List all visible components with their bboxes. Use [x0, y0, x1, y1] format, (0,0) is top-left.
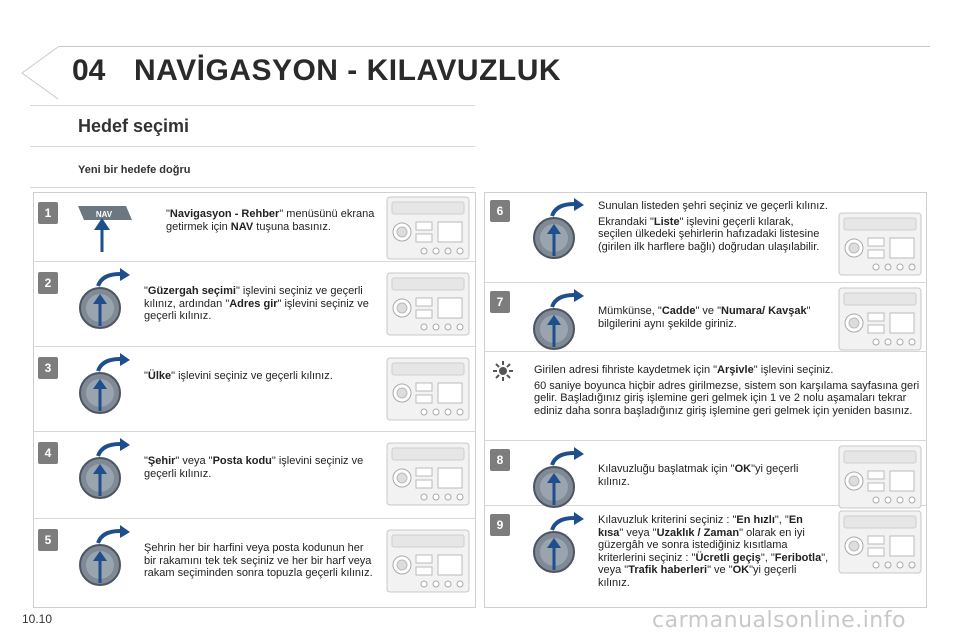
knob-rotate-icon [530, 512, 586, 579]
step-number-badge: 2 [38, 272, 58, 294]
step-number-badge: 1 [38, 202, 58, 224]
step-instruction-text: "Şehir" veya "Posta kodu" işlevini seçiniz ve geçerli kılınız. [144, 455, 364, 480]
knob-rotate-icon [530, 447, 586, 514]
chapter-number: 04 [72, 54, 106, 87]
step-instruction-text: Mümkünse, "Cadde" ve "Numara/ Kavşak" bilgilerini aynı şekilde giriniz. [598, 305, 811, 330]
radio-panel-icon [386, 272, 470, 341]
step-number-badge: 7 [490, 291, 510, 313]
watermark-url: carmanualsonline.info [652, 608, 906, 633]
step-number-badge: 8 [490, 449, 510, 471]
step-instruction-text: "Güzergah seçimi" işlevini seçiniz ve geçerli kılınız, ardından "Adres gir" işlevini seçiniz ve geçerli kılınız. [144, 285, 369, 322]
knob-rotate-icon [76, 525, 132, 592]
tip-text: Girilen adresi fihriste kaydetmek için "Arşivle" işlevini seçiniz. 60 saniye boyunca hiçbir adres girilmezse, sistem son karşılama sayfasına geri gelir. Başladığınız giriş işlemine geri gelmek için 1 ve 2 nolu aşamaları tekrar ediniz daha sonra başladığınız giriş işlemine geri gelmek için yeniden basınız. [534, 364, 920, 417]
step-number-badge: 3 [38, 357, 58, 379]
radio-panel-icon [838, 287, 922, 356]
chapter-title: NAVİGASYON - KILAVUZLUK [134, 54, 562, 87]
radio-panel-icon [386, 196, 470, 265]
step-number-badge: 4 [38, 442, 58, 464]
step-number-badge: 9 [490, 514, 510, 536]
svg-text:NAV: NAV [95, 210, 113, 219]
radio-panel-icon [386, 357, 470, 426]
radio-panel-icon [386, 442, 470, 511]
knob-rotate-icon [76, 268, 132, 335]
tip-sun-icon [492, 360, 514, 387]
subsection-title: Yeni bir hedefe doğru [78, 164, 191, 176]
step-instruction-text: Kılavuzluğu başlatmak için "OK"yi geçerli kılınız. [598, 463, 799, 488]
header-corner-decoration [20, 46, 60, 100]
radio-panel-icon [838, 445, 922, 514]
section-title: Hedef seçimi [78, 116, 190, 136]
step-instruction-text: Kılavuzluk kriterini seçiniz : "En hızlı", "En kısa" veya "Uzaklık / Zaman" olarak en iyi güzergâh ve sonra istediğiniz kısıtlama kriterlerini seçiniz : "Ücretli geçiş", "Feribotla", veya "Trafik haberleri" ve "OK"yi geçerli kılınız. [598, 514, 829, 589]
nav-button-icon [74, 198, 138, 259]
step-number-badge: 5 [38, 529, 58, 551]
knob-rotate-icon [530, 198, 586, 265]
step-instruction-text: "Navigasyon - Rehber" menüsünü ekrana getirmek için NAV tuşuna basınız. [166, 208, 375, 233]
knob-rotate-icon [76, 353, 132, 420]
step-instruction-text: Sunulan listeden şehri seçiniz ve geçerli kılınız. Ekrandaki "Liste" işlevini geçerli kılarak, seçilen ülkedeki şehirlerin hafızadaki listesine (girilen ilk harflere bağlı) doğrudan ulaşılabilir. [598, 200, 828, 253]
radio-panel-icon [838, 212, 922, 281]
knob-rotate-icon [76, 438, 132, 505]
step-number-badge: 6 [490, 200, 510, 222]
radio-panel-icon [838, 510, 922, 579]
radio-panel-icon [386, 529, 470, 598]
step-instruction-text: "Ülke" işlevini seçiniz ve geçerli kılınız. [144, 370, 333, 382]
step-instruction-text: Şehrin her bir harfini veya posta kodunun her bir rakamını tek tek seçiniz ve her bir harf veya rakam seçiminden sonra topuzla geçerli kılınız. [144, 542, 373, 579]
knob-rotate-icon [530, 289, 586, 356]
page-number: 10.10 [22, 612, 53, 626]
